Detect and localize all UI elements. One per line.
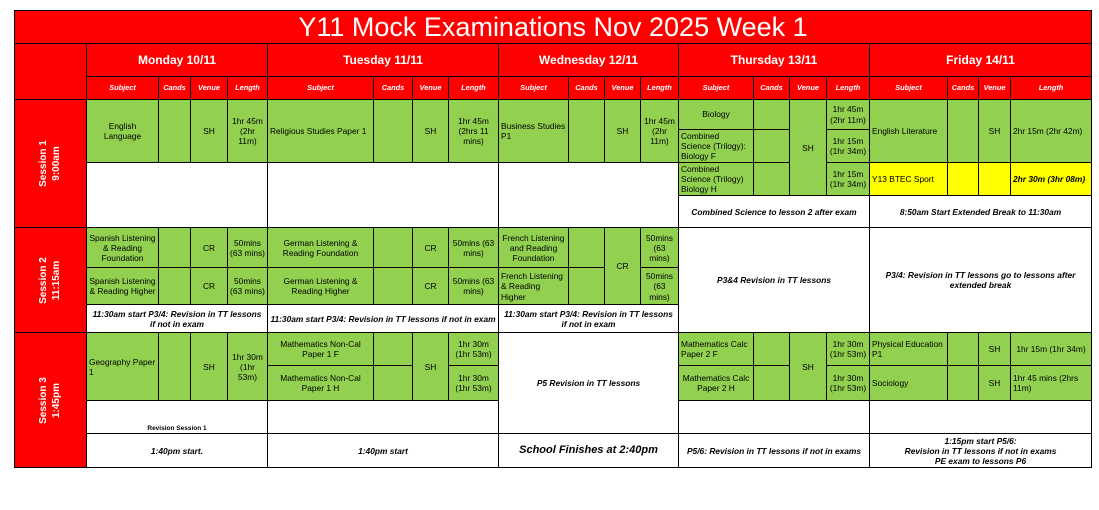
- footer-line: 1:15pm start P5/6:: [944, 435, 1017, 446]
- exam-length: 2hr 15m (2hr 42m): [1011, 100, 1092, 163]
- exam-venue: SH: [979, 366, 1011, 401]
- exam-venue: SH: [413, 100, 449, 163]
- empty-cell: [499, 163, 679, 228]
- session-footer: 1:40pm start: [268, 434, 499, 468]
- day-header-thursday: Thursday 13/11: [679, 44, 870, 77]
- day-header-wednesday: Wednesday 12/11: [499, 44, 679, 77]
- exam-subject: English Literature: [870, 100, 948, 163]
- exam-venue: [979, 163, 1011, 196]
- exam-length: 50mins (63 mins): [449, 268, 499, 305]
- col-header-length: Length: [641, 77, 679, 100]
- exam-length: 1hr 45m (2hr 11m): [228, 100, 268, 163]
- exam-length: 50mins (63 mins): [641, 228, 679, 268]
- exam-subject: French Listening & Reading Higher: [499, 268, 569, 305]
- exam-length: 50mins (63 mins): [449, 228, 499, 268]
- session-note: 11:30am start P3/4: Revision in TT lessons if not in exam: [268, 305, 499, 333]
- empty-cell: [268, 401, 499, 434]
- exam-cands: [754, 366, 790, 401]
- col-header-length: Length: [827, 77, 870, 100]
- exam-cands: [754, 100, 790, 130]
- exam-subject: Physical Education P1: [870, 333, 948, 366]
- empty-cell: [679, 401, 870, 434]
- exam-subject: Combined Science (Trilogy) Biology H: [679, 163, 754, 196]
- exam-length: 1hr 15m (1hr 34m): [1011, 333, 1092, 366]
- col-header-length: Length: [1011, 77, 1092, 100]
- exam-subject: Combined Science (Trilogy): Biology F: [679, 130, 754, 163]
- session-footer: School Finishes at 2:40pm: [499, 434, 679, 468]
- exam-cands: [754, 130, 790, 163]
- exam-subject: Spanish Listening & Reading Higher: [87, 268, 159, 305]
- exam-subject: German Listening & Reading Higher: [268, 268, 374, 305]
- exam-cands: [159, 333, 191, 401]
- col-header-subject: Subject: [499, 77, 569, 100]
- exam-cands: [374, 100, 413, 163]
- col-header-subject: Subject: [268, 77, 374, 100]
- exam-venue: SH: [191, 100, 228, 163]
- exam-venue: SH: [605, 100, 641, 163]
- exam-subject: Mathematics Non-Cal Paper 1 H: [268, 366, 374, 401]
- session-note: Combined Science to lesson 2 after exam: [679, 196, 870, 228]
- exam-subject: Spanish Listening & Reading Foundation: [87, 228, 159, 268]
- session-1-label: Session 1 9:00am: [15, 100, 87, 228]
- exam-venue: CR: [605, 228, 641, 305]
- col-header-cands: Cands: [569, 77, 605, 100]
- exam-cands: [374, 268, 413, 305]
- exam-length: 1hr 30m (1hr 53m): [827, 366, 870, 401]
- exam-subject: German Listening & Reading Foundation: [268, 228, 374, 268]
- exam-cands: [948, 163, 979, 196]
- exam-length: 50mins (63 mins): [228, 268, 268, 305]
- exam-cands: [948, 333, 979, 366]
- col-header-length: Length: [228, 77, 268, 100]
- exam-cands: [159, 100, 191, 163]
- exam-length: 1hr 15m (1hr 34m): [827, 130, 870, 163]
- col-header-subject: Subject: [679, 77, 754, 100]
- session-note: 8:50am Start Extended Break to 11:30am: [870, 196, 1092, 228]
- exam-length: 1hr 45 mins (2hrs 11m): [1011, 366, 1092, 401]
- session-footer: [870, 434, 1092, 468]
- timetable-table: [14, 10, 1092, 468]
- exam-cands: [374, 366, 413, 401]
- exam-subject: Mathematics Calc Paper 2 H: [679, 366, 754, 401]
- session-note: 11:30am start P3/4: Revision in TT lessons if not in exam: [87, 305, 268, 333]
- footer-line: Revision in TT lessons if not in exams: [904, 445, 1057, 456]
- exam-length: 1hr 45m (2hr 11m): [827, 100, 870, 130]
- exam-cands: [754, 163, 790, 196]
- exam-subject: Business Studies P1: [499, 100, 569, 163]
- col-header-cands: Cands: [159, 77, 191, 100]
- exam-subject: Y13 BTEC Sport: [870, 163, 948, 196]
- exam-subject: Geography Paper 1: [87, 333, 159, 401]
- exam-venue: CR: [191, 228, 228, 268]
- exam-venue: CR: [413, 228, 449, 268]
- exam-venue: SH: [979, 100, 1011, 163]
- exam-cands: [569, 228, 605, 268]
- exam-subject: English Language: [87, 100, 159, 163]
- col-header-cands: Cands: [754, 77, 790, 100]
- exam-length: 1hr 45m (2hr 11m): [641, 100, 679, 163]
- session-footer: 1:40pm start.: [87, 434, 268, 468]
- exam-cands: [754, 333, 790, 366]
- exam-subject: French Listening and Reading Foundation: [499, 228, 569, 268]
- col-header-venue: Venue: [790, 77, 827, 100]
- session-3-label: Session 3 1:45pm: [15, 333, 87, 468]
- exam-venue: SH: [191, 333, 228, 401]
- exam-length: 1hr 15m (1hr 34m): [827, 163, 870, 196]
- col-header-cands: Cands: [948, 77, 979, 100]
- col-header-venue: Venue: [979, 77, 1011, 100]
- empty-cell: [87, 163, 268, 228]
- exam-subject: Mathematics Non-Cal Paper 1 F: [268, 333, 374, 366]
- exam-length: 1hr 30m (1hr 53m): [228, 333, 268, 401]
- exam-subject: Biology: [679, 100, 754, 130]
- exam-length: 2hr 30m (3hr 08m): [1011, 163, 1092, 196]
- exam-cands: [374, 333, 413, 366]
- day-header-friday: Friday 14/11: [870, 44, 1092, 77]
- exam-length: 50mins (63 mins): [228, 228, 268, 268]
- empty-cell: [870, 401, 1092, 434]
- exam-venue: SH: [790, 100, 827, 196]
- corner-cell: [15, 44, 87, 100]
- exam-venue: SH: [979, 333, 1011, 366]
- col-header-cands: Cands: [374, 77, 413, 100]
- col-header-length: Length: [449, 77, 499, 100]
- col-header-venue: Venue: [413, 77, 449, 100]
- col-header-venue: Venue: [191, 77, 228, 100]
- exam-length: 1hr 30m (1hr 53m): [449, 333, 499, 366]
- session-note: P3&4 Revision in TT lessons: [679, 228, 870, 333]
- exam-length: 1hr 45m (2hrs 11 mins): [449, 100, 499, 163]
- day-header-tuesday: Tuesday 11/11: [268, 44, 499, 77]
- exam-subject: Sociology: [870, 366, 948, 401]
- exam-length: 1hr 30m (1hr 53m): [827, 333, 870, 366]
- exam-subject: Mathematics Calc Paper 2 F: [679, 333, 754, 366]
- exam-length: 50mins (63 mins): [641, 268, 679, 305]
- exam-subject: Religious Studies Paper 1: [268, 100, 374, 163]
- day-header-monday: Monday 10/11: [87, 44, 268, 77]
- exam-cands: [948, 100, 979, 163]
- exam-cands: [948, 366, 979, 401]
- exam-cands: [569, 268, 605, 305]
- session-note: P3/4: Revision in TT lessons go to lessons after extended break: [870, 228, 1092, 333]
- exam-venue: SH: [413, 333, 449, 401]
- exam-venue: CR: [191, 268, 228, 305]
- exam-cands: [159, 268, 191, 305]
- exam-cands: [159, 228, 191, 268]
- col-header-venue: Venue: [605, 77, 641, 100]
- revision-session-label: Revision Session 1: [87, 401, 268, 434]
- session-footer: P5/6: Revision in TT lessons if not in exams: [679, 434, 870, 468]
- exam-cands: [569, 100, 605, 163]
- col-header-subject: Subject: [870, 77, 948, 100]
- page-title: Y11 Mock Examinations Nov 2025 Week 1: [15, 11, 1092, 44]
- session-note: P5 Revision in TT lessons: [499, 333, 679, 434]
- exam-venue: CR: [413, 268, 449, 305]
- footer-line: PE exam to lessons P6: [934, 456, 1027, 466]
- exam-cands: [374, 228, 413, 268]
- empty-cell: [268, 163, 499, 228]
- exam-venue: SH: [790, 333, 827, 401]
- exam-length: 1hr 30m (1hr 53m): [449, 366, 499, 401]
- col-header-subject: Subject: [87, 77, 159, 100]
- session-2-label: Session 2 11:15am: [15, 228, 87, 333]
- exam-timetable: [14, 10, 1091, 493]
- session-note: 11:30am start P3/4: Revision in TT lessons if not in exam: [499, 305, 679, 333]
